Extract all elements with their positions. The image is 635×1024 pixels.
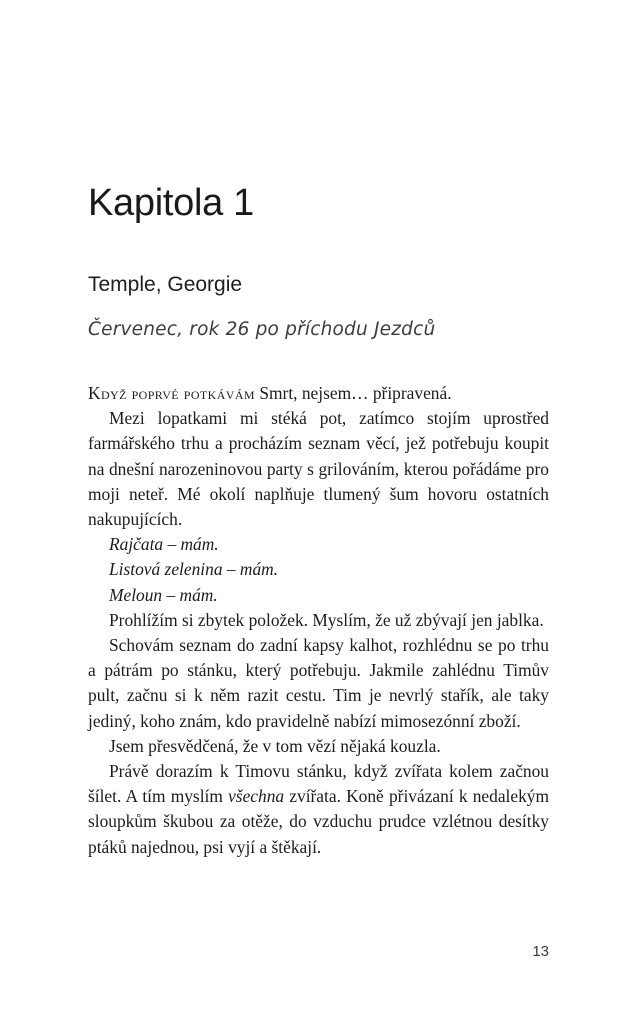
paragraph: Schovám seznam do zadní kapsy kalhot, rozhlédnu se po trhu a pátrám po stánku, který potřebuju. Jakmile zahlédnu Timův pult, začnu si k něm razit cestu. Tim je nevrlý stařík, ale taky jediný, koho znám, kdo pravidelně nabízí mimosezónní zboží. xyxy=(88,635,549,731)
paragraph: Jsem přesvědčená, že v tom vězí nějaká kouzla. xyxy=(109,735,441,756)
shopping-list-item: Listová zelenina – mám. xyxy=(109,559,279,580)
paragraph-opening xyxy=(88,381,549,406)
paragraph: Prohlížím si zbytek položek. Myslím, že už zbývají jen jablka. xyxy=(109,609,544,630)
date-setting-line: Červenec, rok 26 po příchodu Jezdců xyxy=(88,318,436,340)
paragraph-opening-rest: Smrt, nejsem… připravená. xyxy=(254,383,452,403)
shopping-list-item: Meloun – mám. xyxy=(109,584,218,605)
page-number: 13 xyxy=(532,943,549,960)
paragraph: Mezi lopatkami mi stéká pot, zatímco stojím uprostřed farmářského trhu a procházím seznam věcí, jež potřebuju koupit na dnešní narozeninovou party s grilováním, kterou pořádáme pro moji neteř. Mé okolí naplňuje tlumený šum hovoru ostatních nakupujících. xyxy=(88,408,549,530)
emphasized-word: všechna xyxy=(228,786,285,807)
paragraph-text-after-emphasis: zvířata. Koně přivázaní k nedalekým sloupkům škubou za otěže, do vzduchu prudce vzlétnou desítky ptáků najednou, psi vyjí a štěkají. xyxy=(88,786,550,857)
shopping-list-item: Rajčata – mám. xyxy=(109,534,219,555)
paragraph-with-emphasis xyxy=(88,759,549,860)
body-text-block xyxy=(88,341,549,860)
page-content-column xyxy=(88,0,549,860)
chapter-title: Kapitola 1 xyxy=(88,182,255,224)
small-caps-opening: Když poprvé potkávám xyxy=(88,383,255,403)
paragraph-text-before-emphasis: Právě dorazím k Timovu stánku, když zvířata kolem začnou šílet. A tím myslím xyxy=(88,761,549,807)
place-subtitle: Temple, Georgie xyxy=(88,272,243,296)
